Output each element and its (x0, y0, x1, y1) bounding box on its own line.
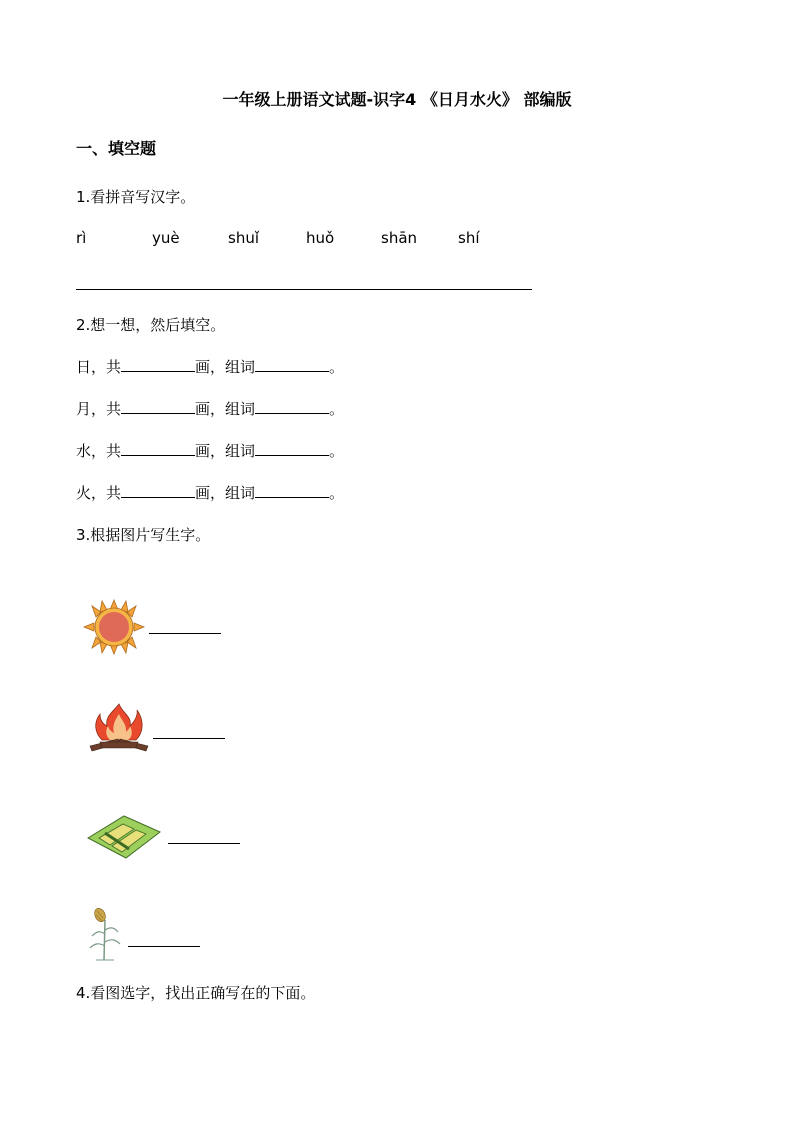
answer-line-fire[interactable] (153, 738, 225, 739)
row-end: 。 (329, 442, 345, 460)
question-2-prompt: 2.想一想，然后填空。 (76, 316, 226, 334)
row-hua: 画，组词 (195, 442, 256, 460)
word-blank[interactable] (255, 497, 329, 498)
pinyin-shan: shān (381, 229, 418, 247)
fill-row-ri (76, 356, 344, 377)
question-3-prompt: 3.根据图片写生字。 (76, 526, 211, 544)
fill-row-huo (76, 482, 344, 503)
stroke-count-blank[interactable] (121, 455, 195, 456)
word-blank[interactable] (255, 371, 329, 372)
grain-icon (86, 906, 126, 962)
field-icon (84, 814, 164, 860)
answer-line-pinyin[interactable] (76, 289, 532, 290)
word-blank[interactable] (255, 455, 329, 456)
pinyin-shui: shuǐ (228, 229, 259, 247)
stroke-count-blank[interactable] (121, 413, 195, 414)
question-4-prompt: 4.看图选字，找出正确写在的下面。 (76, 984, 316, 1002)
pinyin-yue: yuè (152, 229, 180, 247)
row-end: 。 (329, 484, 345, 502)
row-hua: 画，组词 (195, 358, 256, 376)
answer-line-grain[interactable] (128, 946, 200, 947)
row-char: 火 (76, 484, 92, 502)
section-heading: 一、填空题 (76, 139, 157, 158)
row-gong: ，共 (91, 442, 122, 460)
sun-icon (82, 598, 146, 656)
answer-line-field[interactable] (168, 843, 240, 844)
stroke-count-blank[interactable] (121, 497, 195, 498)
row-gong: ，共 (91, 358, 122, 376)
row-gong: ，共 (91, 484, 122, 502)
fill-row-yue (76, 398, 344, 419)
row-end: 。 (329, 400, 345, 418)
fill-row-shui (76, 440, 344, 461)
pinyin-shi: shí (458, 229, 480, 247)
fire-icon (88, 702, 150, 754)
row-hua: 画，组词 (195, 400, 256, 418)
page-title: 一年级上册语文试题-识字4 《日月水火》 部编版 (222, 90, 572, 109)
row-hua: 画，组词 (195, 484, 256, 502)
row-end: 。 (329, 358, 345, 376)
row-gong: ，共 (91, 400, 122, 418)
pinyin-huo: huǒ (306, 229, 335, 247)
row-char: 水 (76, 442, 92, 460)
word-blank[interactable] (255, 413, 329, 414)
pinyin-ri: rì (76, 229, 87, 247)
stroke-count-blank[interactable] (121, 371, 195, 372)
row-char: 月 (76, 400, 92, 418)
row-char: 日 (76, 358, 92, 376)
question-1-prompt: 1.看拼音写汉字。 (76, 188, 196, 206)
answer-line-sun[interactable] (149, 633, 221, 634)
